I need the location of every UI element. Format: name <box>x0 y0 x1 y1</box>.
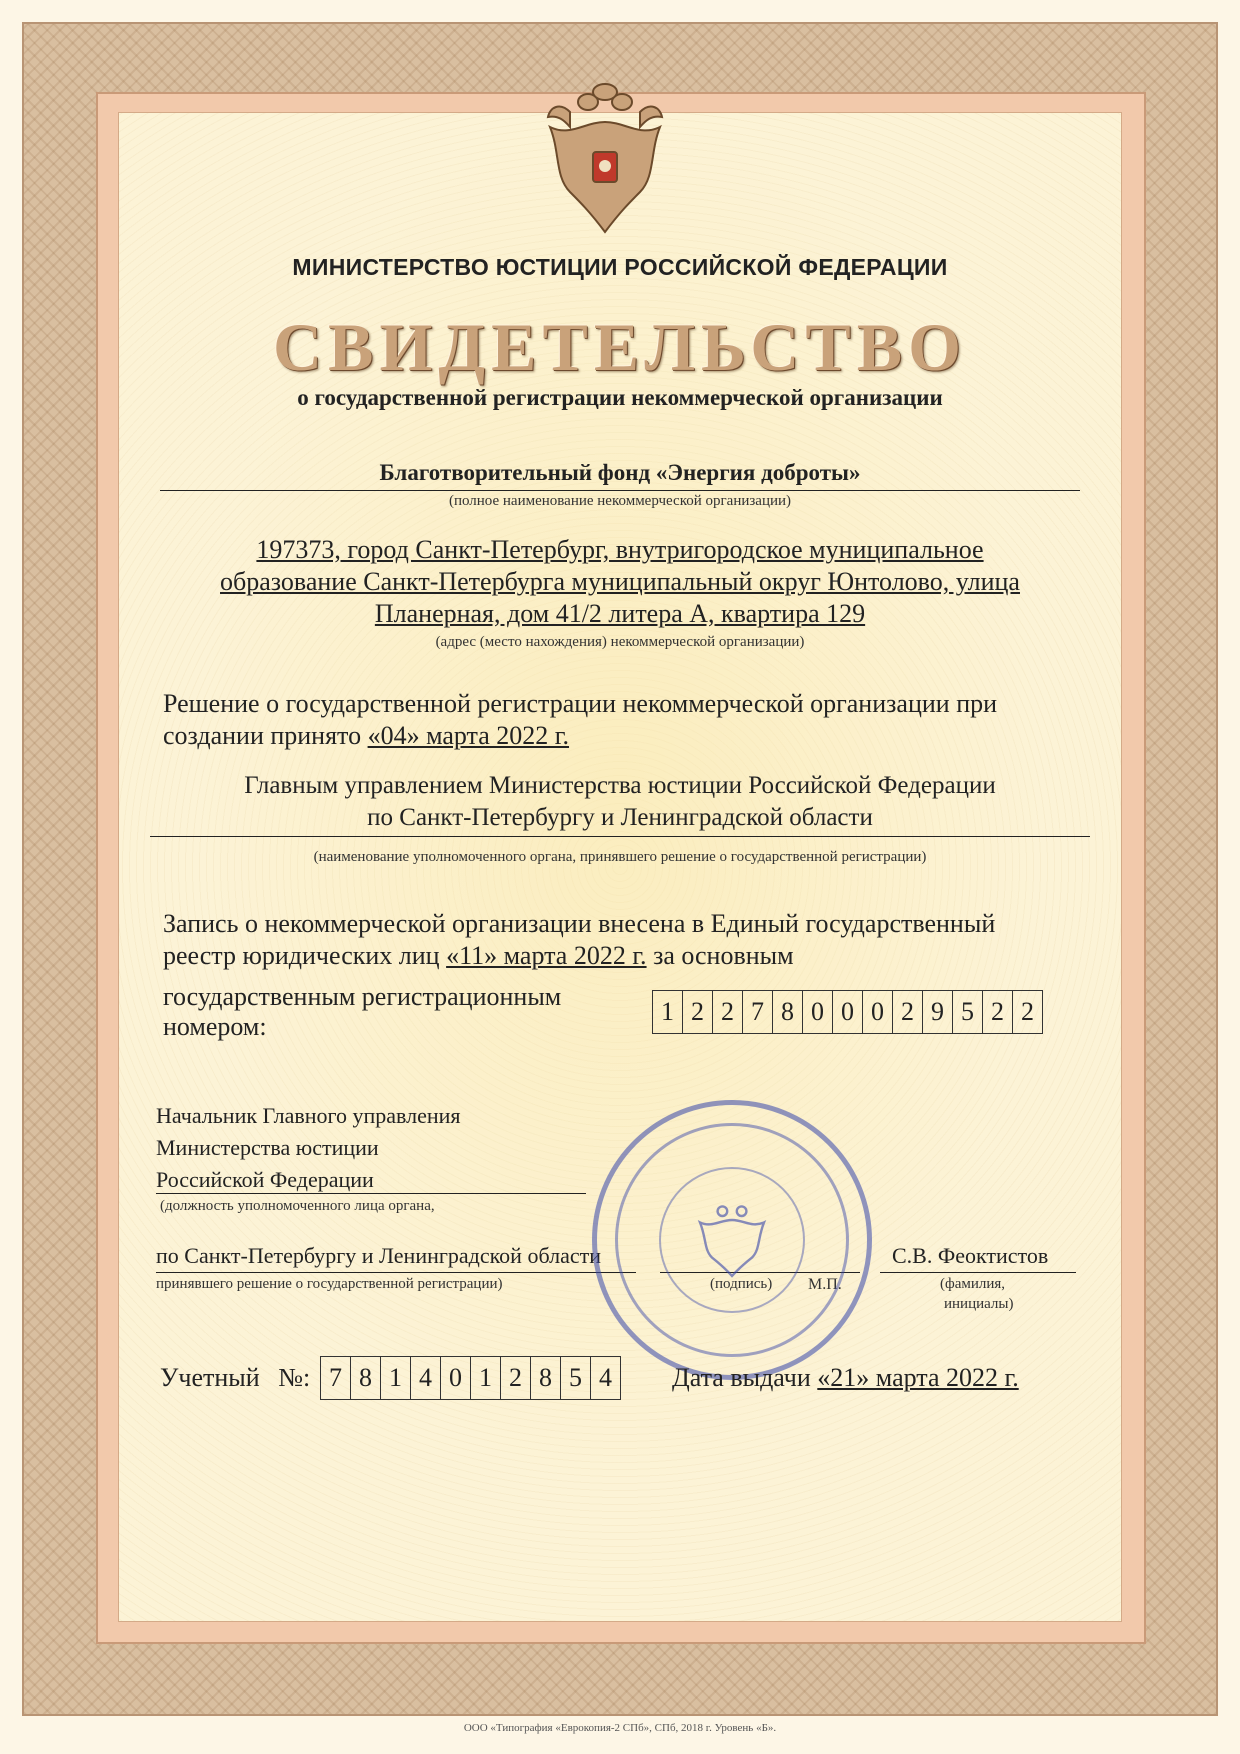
ogrn-label-line-1: государственным регистрационным <box>163 982 562 1011</box>
signatory-name: С.В. Феоктистов <box>892 1243 1049 1268</box>
ogrn-digit: 8 <box>773 991 803 1033</box>
ogrn-digit: 5 <box>953 991 983 1033</box>
address-line-1: 197373, город Санкт-Петербург, внутригородское муниципальное <box>256 535 984 564</box>
account-digit: 2 <box>501 1357 531 1399</box>
ogrn-digit: 2 <box>983 991 1013 1033</box>
signatory-line-2: Министерства юстиции <box>156 1135 379 1160</box>
ogrn-digit: 2 <box>683 991 713 1033</box>
ogrn-digit: 2 <box>713 991 743 1033</box>
registry-record-text <box>163 908 995 972</box>
ogrn-digit: 1 <box>653 991 683 1033</box>
account-digit: 5 <box>561 1357 591 1399</box>
decision-prefix: создании принято <box>163 721 362 750</box>
ogrn-digit: 9 <box>923 991 953 1033</box>
certificate-title: СВИДЕТЕЛЬСТВО <box>273 309 967 385</box>
decision-text <box>163 688 997 752</box>
organization-name: Благотворительный фонд «Энергия доброты» <box>160 460 1080 491</box>
decision-line-1: Решение о государственной регистрации некоммерческой организации при <box>163 689 998 718</box>
account-digit: 1 <box>471 1357 501 1399</box>
organization-name-caption: (полное наименование некоммерческой организации) <box>448 493 792 509</box>
decision-date: «04» марта 2022 г. <box>367 721 570 750</box>
ogrn-label <box>163 982 561 1042</box>
ogrn-digit: 2 <box>1021 997 1034 1026</box>
seal-eagle-icon <box>692 1200 772 1280</box>
ogrn-number-boxes <box>652 990 1043 1034</box>
printer-footer: ООО «Типография «Еврокопия-2 СПб», СПб, 2018 г. Уровень «Б». <box>463 1722 777 1734</box>
signatory-name-underline <box>880 1272 1076 1273</box>
seal-place-mark: М.П. <box>808 1276 842 1293</box>
account-label-2: №: <box>278 1363 311 1392</box>
account-digit: 4 <box>599 1363 612 1392</box>
record-prefix: реестр юридических лиц <box>163 941 440 970</box>
account-number-boxes <box>320 1356 621 1400</box>
record-line-1: Запись о некоммерческой организации внесена в Единый государственный <box>163 909 996 938</box>
account-label-1: Учетный <box>160 1363 260 1392</box>
address-caption: (адрес (место нахождения) некоммерческой организации) <box>435 634 805 650</box>
account-digit: 8 <box>531 1357 561 1399</box>
issue-date-label: Дата выдачи <box>672 1363 811 1392</box>
signatory-line-1: Начальник Главного управления <box>156 1103 461 1128</box>
ogrn-digit: 7 <box>743 991 773 1033</box>
account-digit: 1 <box>381 1357 411 1399</box>
authority-caption: (наименование уполномоченного органа, принявшего решение о государственной регистрации) <box>313 849 927 865</box>
name-caption-2: инициалы) <box>944 1296 1014 1312</box>
record-date: «11» марта 2022 г. <box>446 941 647 970</box>
certificate-subtitle: о государственной регистрации некоммерческой организации <box>297 385 943 410</box>
ogrn-digit: 0 <box>833 991 863 1033</box>
signatory-caption-1: (должность уполномоченного лица органа, <box>160 1198 435 1214</box>
issue-date-block <box>672 1362 1019 1394</box>
ministry-heading: МИНИСТЕРСТВО ЮСТИЦИИ РОССИЙСКОЙ ФЕДЕРАЦИИ <box>292 254 948 280</box>
account-digit: 7 <box>321 1357 351 1399</box>
official-seal <box>592 1100 872 1380</box>
signatory-caption-2: принявшего решение о государственной регистрации) <box>156 1276 503 1292</box>
account-digit: 8 <box>351 1357 381 1399</box>
signatory-position <box>156 1100 461 1196</box>
signatory-underline <box>156 1193 586 1194</box>
account-digit: 4 <box>411 1357 441 1399</box>
record-suffix: за основным <box>653 941 794 970</box>
ogrn-digit: 2 <box>893 991 923 1033</box>
signatory-line-4-underline <box>156 1272 636 1273</box>
signatory-line-3: Российской Федерации <box>156 1167 374 1192</box>
signature-caption: (подпись) <box>710 1276 773 1292</box>
address-line-2: образование Санкт-Петербурга муниципальный округ Юнтолово, улица <box>220 567 1020 596</box>
organization-address <box>190 534 1050 630</box>
account-label <box>160 1362 310 1394</box>
account-digit: 0 <box>441 1357 471 1399</box>
authority-line-2: по Санкт-Петербургу и Ленинградской области <box>367 804 873 831</box>
signatory-line-4: по Санкт-Петербургу и Ленинградской области <box>156 1243 601 1268</box>
address-line-3: Планерная, дом 41/2 литера А, квартира 129 <box>374 599 866 628</box>
ogrn-digit: 0 <box>803 991 833 1033</box>
ogrn-digit: 0 <box>863 991 893 1033</box>
authority-line-1: Главным управлением Министерства юстиции Российской Федерации <box>244 772 996 799</box>
issue-date: «21» марта 2022 г. <box>817 1363 1019 1392</box>
coat-of-arms-emblem <box>530 82 680 242</box>
name-caption-1: (фамилия, <box>940 1276 1006 1292</box>
registering-authority <box>150 770 1090 837</box>
ogrn-label-line-2: номером: <box>163 1012 267 1041</box>
